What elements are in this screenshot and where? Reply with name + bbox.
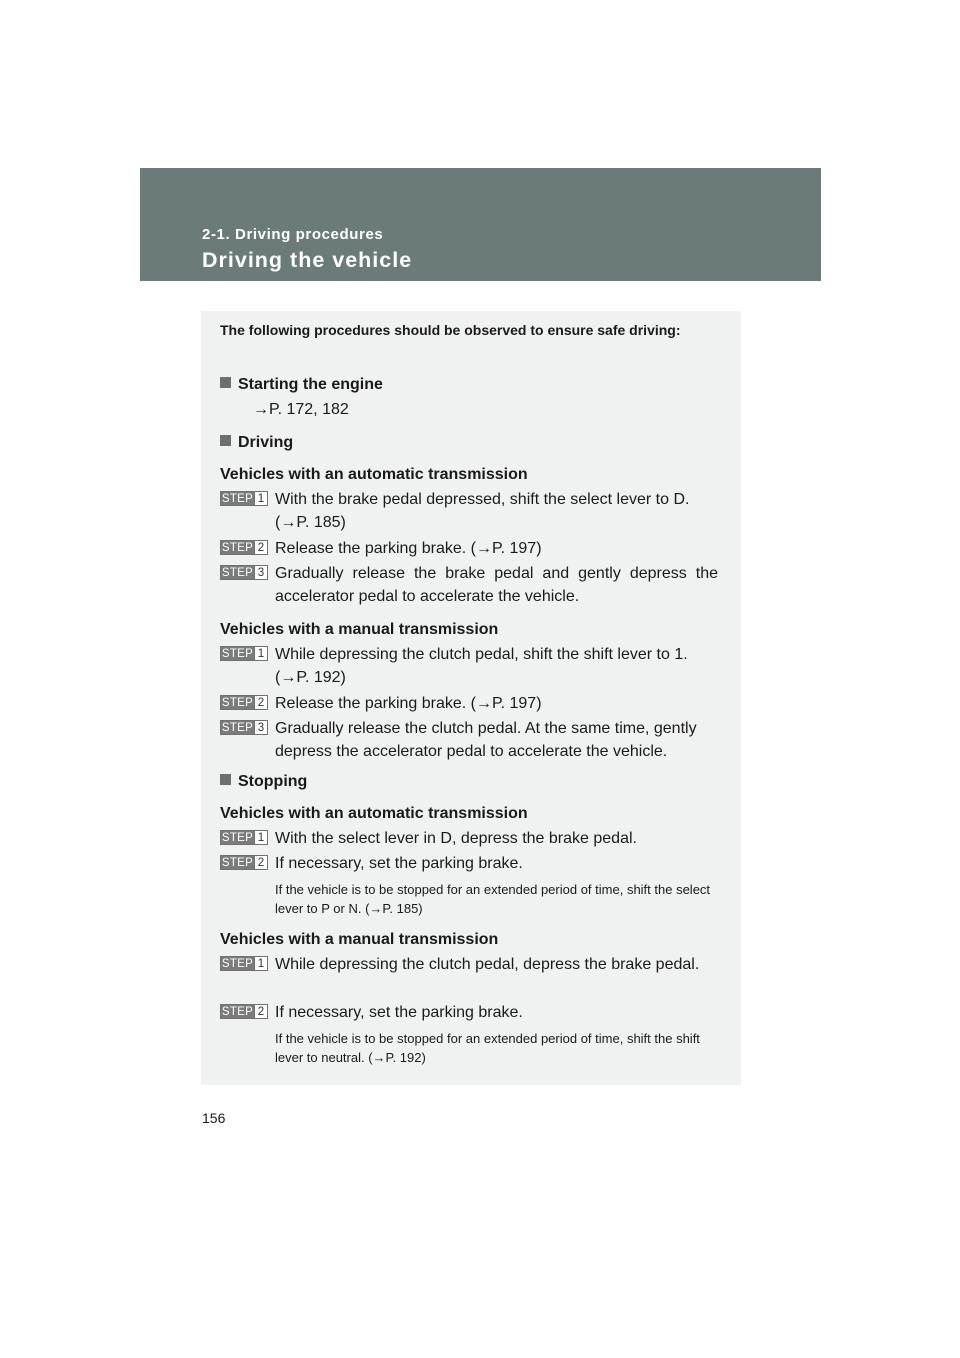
square-bullet-icon (220, 377, 231, 388)
section-label: 2-1. Driving procedures (202, 226, 384, 243)
step-badge: STEP 1 (220, 830, 268, 845)
step-text: Gradually release the brake pedal and gently depress the accelerator pedal to accelerate the vehicle. (275, 565, 718, 605)
subheading-manual: Vehicles with a manual transmission (220, 621, 499, 638)
subheading-automatic: Vehicles with an automatic transmission (220, 805, 528, 822)
page-number: 156 (202, 1110, 226, 1126)
square-bullet-icon (220, 774, 231, 785)
step-badge: STEP 3 (220, 565, 268, 580)
step-text: If necessary, set the parking brake. (275, 1004, 523, 1021)
step-text: With the select lever in D, depress the brake pedal. (275, 830, 637, 847)
chapter-header (140, 168, 821, 281)
step-text: Gradually release the clutch pedal. At the same time, gently depress the accelerator pedal to accelerate the vehicle. (275, 720, 697, 760)
intro-text: The following procedures should be observed to ensure safe driving: (220, 322, 681, 338)
page-reference: →P. 172, 182 (253, 401, 349, 418)
step-badge: STEP 1 (220, 956, 268, 971)
step-badge: STEP 2 (220, 1004, 268, 1019)
page-title: Driving the vehicle (202, 248, 413, 272)
step-text: Release the parking brake. (→P. 197) (275, 695, 542, 712)
step-text: With the brake pedal depressed, shift the select lever to D. (→P. 185) (275, 491, 690, 531)
step-badge: STEP 2 (220, 540, 268, 555)
step-badge: STEP 1 (220, 646, 268, 661)
heading-driving: Driving (220, 434, 293, 452)
note-text: If the vehicle is to be stopped for an extended period of time, shift the select lever to P or N. (→P. 185) (275, 882, 711, 916)
subheading-manual: Vehicles with a manual transmission (220, 931, 499, 948)
heading-stopping: Stopping (220, 773, 307, 791)
note-text: If the vehicle is to be stopped for an extended period of time, shift the shift lever to neutral. (→P. 192) (275, 1031, 700, 1065)
step-text: Release the parking brake. (→P. 197) (275, 540, 542, 557)
step-badge: STEP 1 (220, 491, 268, 506)
heading-starting-engine: Starting the engine (220, 376, 383, 394)
square-bullet-icon (220, 435, 231, 446)
step-text: If necessary, set the parking brake. (275, 855, 523, 872)
subheading-automatic: Vehicles with an automatic transmission (220, 466, 528, 483)
step-badge: STEP 2 (220, 855, 268, 870)
step-badge: STEP 3 (220, 720, 268, 735)
step-text: While depressing the clutch pedal, depress the brake pedal. (275, 956, 700, 973)
step-badge: STEP 2 (220, 695, 268, 710)
step-text: While depressing the clutch pedal, shift the shift lever to 1. (→P. 192) (275, 646, 688, 686)
